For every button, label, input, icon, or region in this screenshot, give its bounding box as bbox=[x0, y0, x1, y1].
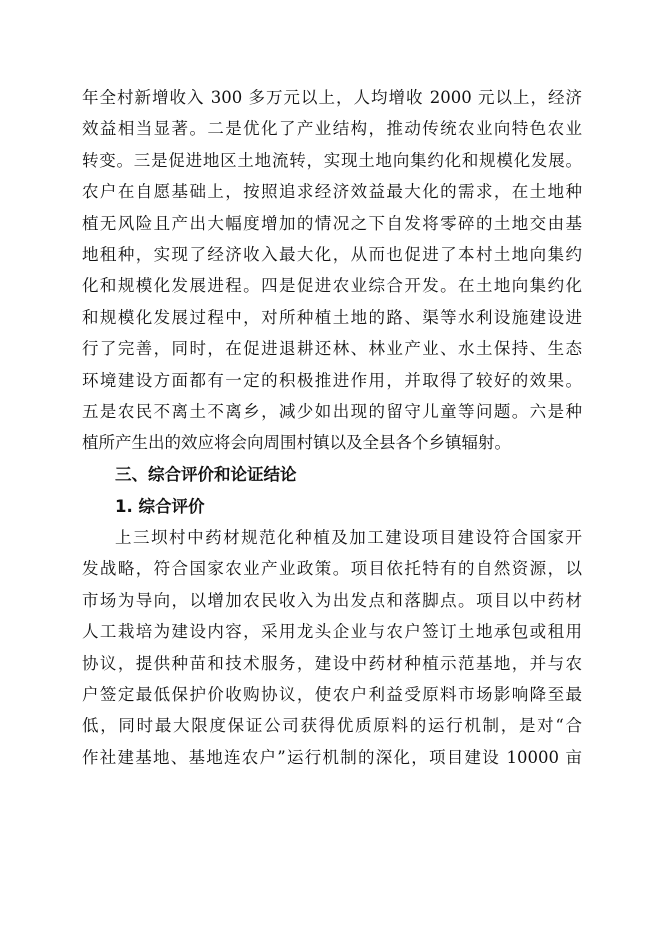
text-line: 户签定最低保护价收购协议，使农户利益受原料市场影响降至最 bbox=[82, 684, 582, 704]
text-line: 人工栽培为建设内容，采用龙头企业与农户签订土地承包或租用 bbox=[82, 622, 582, 642]
text-line: 作社建基地、基地连农户”运行机制的深化，项目建设 10000 亩 bbox=[82, 747, 582, 767]
text-line: 协议，提供种苗和技术服务，建设中药材种植示范基地，并与农 bbox=[82, 653, 582, 673]
section-heading: 三、综合评价和论证结论 bbox=[115, 465, 297, 484]
text-line: 化和规模化发展进程。四是促进农业综合开发。在土地向集约化 bbox=[82, 276, 582, 296]
text-line: 和规模化发展过程中，对所种植土地的路、渠等水利设施建设进 bbox=[82, 307, 582, 327]
sub-heading: 1. 综合评价 bbox=[115, 497, 205, 516]
text-line: 市场为导向，以增加农民收入为出发点和落脚点。项目以中药材 bbox=[82, 590, 582, 610]
text-line: 效益相当显著。二是优化了产业结构，推动传统农业向特色农业 bbox=[82, 119, 582, 139]
text-line: 植无风险且产出大幅度增加的情况之下自发将零碎的土地交由基 bbox=[82, 213, 582, 233]
text-line: 转变。三是促进地区土地流转，实现土地向集约化和规模化发展。 bbox=[82, 150, 582, 170]
text-line: 植所产生出的效应将会向周围村镇以及全县各个乡镇辐射。 bbox=[82, 433, 511, 453]
text-line: 上三坝村中药材规范化种植及加工建设项目建设符合国家开 bbox=[115, 528, 582, 547]
paragraph-comprehensive-evaluation bbox=[82, 522, 582, 773]
text-line: 年全村新增收入 300 多万元以上，人均增收 2000 元以上，经济 bbox=[82, 88, 582, 107]
text-line: 低，同时最大限度保证公司获得优质原料的运行机制，是对“合 bbox=[82, 716, 582, 736]
text-line: 地租种，实现了经济收入最大化，从而也促进了本村土地向集约 bbox=[82, 244, 582, 264]
paragraph-income-and-benefits bbox=[82, 82, 582, 459]
text-line: 发战略，符合国家农业产业政策。项目依托特有的自然资源，以 bbox=[82, 559, 582, 579]
text-line: 行了完善，同时，在促进退耕还林、林业产业、水土保持、生态 bbox=[82, 339, 582, 359]
text-line: 农户在自愿基础上，按照追求经济效益最大化的需求，在土地种 bbox=[82, 182, 582, 202]
text-line: 五是农民不离土不离乡，减少如出现的留守儿童等问题。六是种 bbox=[82, 401, 582, 421]
text-line: 环境建设方面都有一定的积极推进作用，并取得了较好的效果。 bbox=[82, 370, 582, 390]
